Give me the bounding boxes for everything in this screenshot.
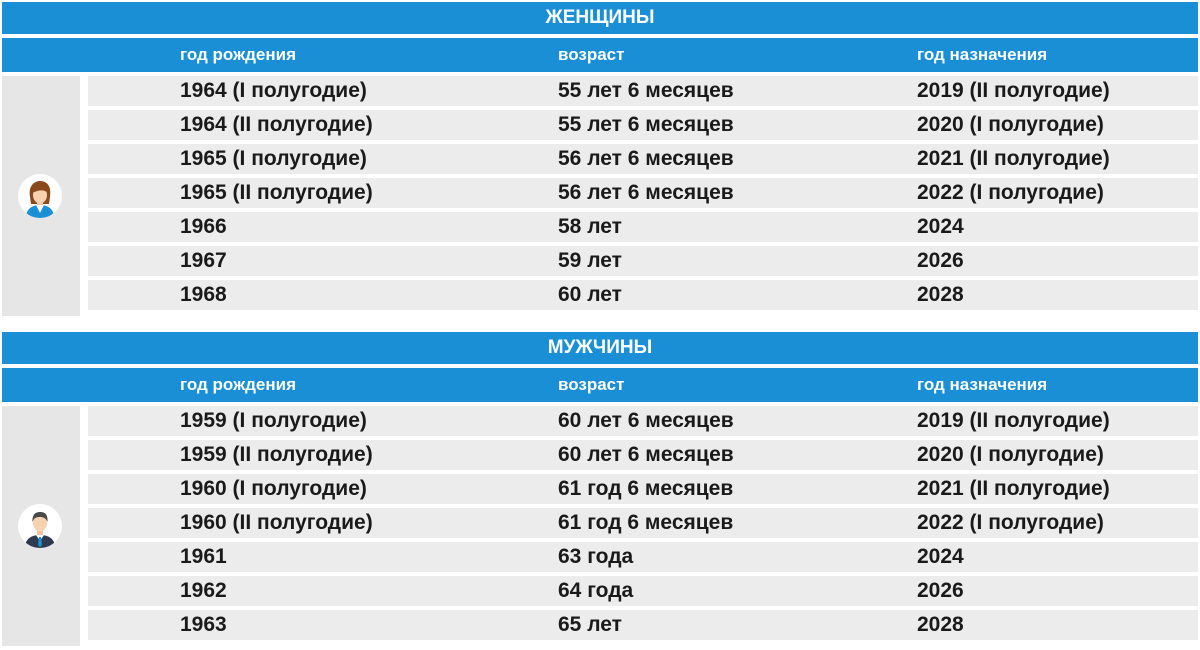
women-rows	[88, 76, 1198, 310]
assign-year-cell: 2020 (I полугодие)	[917, 443, 1104, 466]
birth-year-cell: 1962	[180, 579, 227, 602]
women-header	[2, 38, 1198, 72]
assign-year-cell: 2022 (I полугодие)	[917, 181, 1104, 204]
assign-year-cell: 2020 (I полугодие)	[917, 113, 1104, 136]
table-row	[88, 440, 1198, 470]
men-section	[2, 332, 1198, 646]
birth-year-cell: 1964 (I полугодие)	[180, 79, 367, 102]
birth-year-cell: 1959 (II полугодие)	[180, 443, 373, 466]
women-section	[2, 2, 1198, 316]
men-side-panel	[2, 406, 80, 646]
birth-year-cell: 1968	[180, 283, 227, 306]
birth-year-cell: 1966	[180, 215, 227, 238]
table-row	[88, 576, 1198, 606]
col-assign-year: год назначения	[917, 45, 1048, 64]
col-birth-year: год рождения	[180, 45, 297, 64]
birth-year-cell: 1960 (I полугодие)	[180, 477, 367, 500]
assign-year-cell: 2019 (II полугодие)	[917, 409, 1110, 432]
table-row	[88, 76, 1198, 106]
men-title: МУЖЧИНЫ	[2, 332, 1198, 364]
assign-year-cell: 2026	[917, 249, 964, 272]
birth-year-cell: 1960 (II полугодие)	[180, 511, 373, 534]
women-body	[2, 76, 1198, 316]
age-cell: 61 год 6 месяцев	[558, 511, 734, 534]
birth-year-cell: 1963	[180, 613, 227, 636]
age-cell: 60 лет	[558, 283, 622, 306]
birth-year-cell: 1965 (I полугодие)	[180, 147, 367, 170]
men-body	[2, 406, 1198, 646]
age-cell: 58 лет	[558, 215, 622, 238]
table-row	[88, 474, 1198, 504]
birth-year-cell: 1961	[180, 545, 227, 568]
age-cell: 60 лет 6 месяцев	[558, 409, 734, 432]
table-row	[88, 178, 1198, 208]
assign-year-cell: 2024	[917, 545, 964, 568]
age-cell: 59 лет	[558, 249, 622, 272]
men-header	[2, 368, 1198, 402]
table-row	[88, 280, 1198, 310]
women-title: ЖЕНЩИНЫ	[2, 2, 1198, 34]
birth-year-cell: 1967	[180, 249, 227, 272]
age-cell: 65 лет	[558, 613, 622, 636]
col-age: возраст	[558, 45, 625, 64]
table-row	[88, 246, 1198, 276]
table-row	[88, 212, 1198, 242]
table-row	[88, 110, 1198, 140]
men-rows	[88, 406, 1198, 640]
age-cell: 63 года	[558, 545, 634, 568]
woman-avatar-icon	[18, 174, 62, 218]
assign-year-cell: 2024	[917, 215, 964, 238]
age-cell: 55 лет 6 месяцев	[558, 79, 734, 102]
table-row	[88, 610, 1198, 640]
assign-year-cell: 2021 (II полугодие)	[917, 147, 1110, 170]
table-row	[88, 406, 1198, 436]
age-cell: 64 года	[558, 579, 634, 602]
assign-year-cell: 2019 (II полугодие)	[917, 79, 1110, 102]
age-cell: 60 лет 6 месяцев	[558, 443, 734, 466]
age-cell: 56 лет 6 месяцев	[558, 181, 734, 204]
assign-year-cell: 2028	[917, 613, 964, 636]
man-avatar-icon	[18, 504, 62, 548]
assign-year-cell: 2021 (II полугодие)	[917, 477, 1110, 500]
age-cell: 61 год 6 месяцев	[558, 477, 734, 500]
table-row	[88, 144, 1198, 174]
age-cell: 55 лет 6 месяцев	[558, 113, 734, 136]
assign-year-cell: 2022 (I полугодие)	[917, 511, 1104, 534]
table-row	[88, 542, 1198, 572]
birth-year-cell: 1964 (II полугодие)	[180, 113, 373, 136]
assign-year-cell: 2026	[917, 579, 964, 602]
women-side-panel	[2, 76, 80, 316]
col-birth-year: год рождения	[180, 375, 297, 394]
col-assign-year: год назначения	[917, 375, 1048, 394]
birth-year-cell: 1965 (II полугодие)	[180, 181, 373, 204]
table-row	[88, 508, 1198, 538]
col-age: возраст	[558, 375, 625, 394]
birth-year-cell: 1959 (I полугодие)	[180, 409, 367, 432]
age-cell: 56 лет 6 месяцев	[558, 147, 734, 170]
assign-year-cell: 2028	[917, 283, 964, 306]
